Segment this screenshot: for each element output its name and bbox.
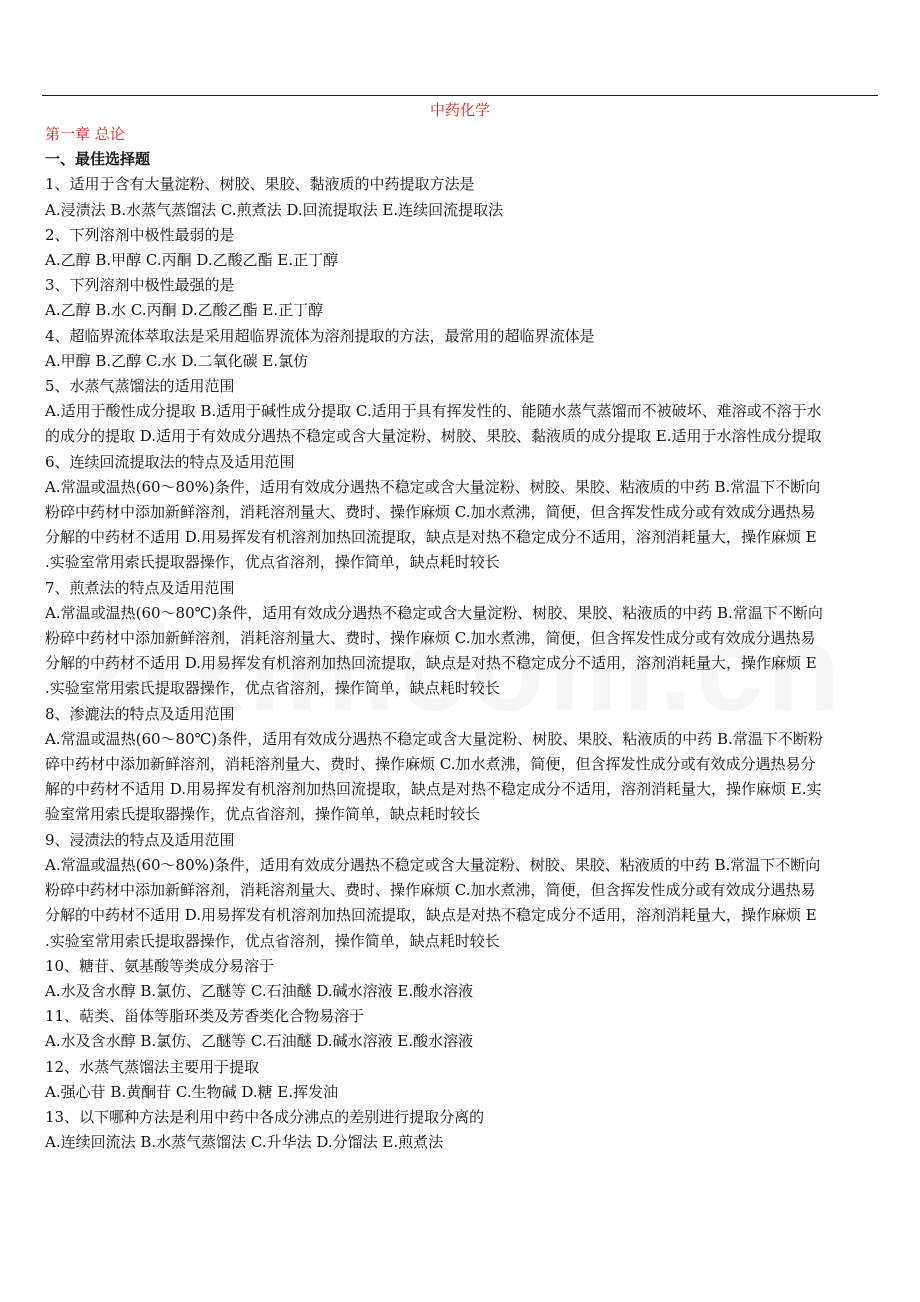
question-stem: 4、超临界流体萃取法是采用超临界流体为溶剂提取的方法，最常用的超临界流体是 <box>45 326 595 345</box>
answer-text: 粉碎中药材中添加新鲜溶剂，消耗溶剂量大、费时、操作麻烦 C.加水煮沸，简便，但含挥发性成分或有效成分遇热易 <box>45 629 816 648</box>
question-stem: 6、连续回流提取法的特点及适用范围 <box>45 452 295 471</box>
section-heading: 一、最佳选择题 <box>45 150 151 169</box>
question-stem: 11、萜类、甾体等脂环类及芳香类化合物易溶于 <box>45 1007 365 1026</box>
answer-text: A.乙醇 B.甲醇 C.丙酮 D.乙酸乙酯 E.正丁醇 <box>45 251 339 270</box>
answer-text: A.水及含水醇 B.氯仿、乙醚等 C.石油醚 D.碱水溶液 E.酸水溶液 <box>45 981 474 1000</box>
answer-text: A.常温或温热(60～80℃)条件，适用有效成分遇热不稳定或含大量淀粉、树胶、果胶、粘液质的中药 B.常温下不断粉 <box>45 729 823 748</box>
answer-text: A.常温或温热(60～80%)条件，适用有效成分遇热不稳定或含大量淀粉、树胶、果胶、粘液质的中药 B.常温下不断向 <box>45 855 821 874</box>
question-stem: 12、水蒸气蒸馏法主要用于提取 <box>45 1057 260 1076</box>
answer-text: A.乙醇 B.水 C.丙酮 D.乙酸乙酯 E.正丁醇 <box>45 301 324 320</box>
answer-text: 分解的中药材不适用 D.用易挥发有机溶剂加热回流提取，缺点是对热不稳定成分不适用，溶剂消耗量大，操作麻烦 E <box>45 528 817 547</box>
answer-text: A.连续回流法 B.水蒸气蒸馏法 C.升华法 D.分馏法 E.煎煮法 <box>45 1133 444 1152</box>
question-stem: 9、浸渍法的特点及适用范围 <box>45 830 235 849</box>
question-list <box>45 172 879 1155</box>
answer-text: A.甲醇 B.乙醇 C.水 D.二氧化碳 E.氯仿 <box>45 351 309 370</box>
question-stem: 13、以下哪种方法是利用中药中各成分沸点的差别进行提取分离的 <box>45 1107 485 1126</box>
question-stem: 1、适用于含有大量淀粉、树胶、果胶、黏液质的中药提取方法是 <box>45 175 475 194</box>
question-stem: 2、下列溶剂中极性最弱的是 <box>45 225 235 244</box>
chapter-heading: 第一章 总论 <box>45 125 125 143</box>
answer-text: 分解的中药材不适用 D.用易挥发有机溶剂加热回流提取，缺点是对热不稳定成分不适用，溶剂消耗量大，操作麻烦 E <box>45 906 817 925</box>
answer-text: .实验室常用索氏提取器操作，优点省溶剂，操作简单，缺点耗时较长 <box>45 553 500 572</box>
answer-text: .实验室常用索氏提取器操作，优点省溶剂，操作简单，缺点耗时较长 <box>45 679 500 698</box>
answer-text: 的成分的提取 D.适用于有效成分遇热不稳定或含大量淀粉、树胶、果胶、黏液质的成分提取 E.适用于水溶性成分提取 <box>45 427 822 446</box>
answer-text: A.适用于酸性成分提取 B.适用于碱性成分提取 C.适用于具有挥发性的、能随水蒸气蒸馏而不被破坏、难溶或不溶于水 <box>45 402 822 421</box>
question-stem: 10、糖苷、氨基酸等类成分易溶于 <box>45 956 275 975</box>
document-body <box>45 122 879 1155</box>
answer-text: 粉碎中药材中添加新鲜溶剂，消耗溶剂量大、费时、操作麻烦 C.加水煮沸，简便，但含挥发性成分或有效成分遇热易 <box>45 881 816 900</box>
document-title: 中药化学 <box>429 101 490 119</box>
question-stem: 7、煎煮法的特点及适用范围 <box>45 578 235 597</box>
question-stem: 5、水蒸气蒸馏法的适用范围 <box>45 377 235 396</box>
answer-text: .实验室常用索氏提取器操作，优点省溶剂，操作简单，缺点耗时较长 <box>45 931 500 950</box>
answer-text: 解的中药材不适用 D.用易挥发有机溶剂加热回流提取，缺点是对热不稳定成分不适用，溶剂消耗量大，操作麻烦 E.实 <box>45 780 822 799</box>
answer-text: A.水及含水醇 B.氯仿、乙醚等 C.石油醚 D.碱水溶液 E.酸水溶液 <box>45 1032 474 1051</box>
answer-text: 验室常用索氏提取器操作，优点省溶剂，操作简单，缺点耗时较长 <box>45 805 481 824</box>
answer-text: 粉碎中药材中添加新鲜溶剂，消耗溶剂量大、费时、操作麻烦 C.加水煮沸，简便，但含挥发性成分或有效成分遇热易 <box>45 503 816 522</box>
answer-text: 碎中药材中添加新鲜溶剂，消耗溶剂量大、费时、操作麻烦 C.加水煮沸，简便，但含挥发性成分或有效成分遇热易分 <box>45 755 816 774</box>
answer-text: A.浸渍法 B.水蒸气蒸馏法 C.煎煮法 D.回流提取法 E.连续回流提取法 <box>45 200 504 219</box>
header-rule <box>42 95 878 96</box>
answer-text: A.强心苷 B.黄酮苷 C.生物碱 D.糖 E.挥发油 <box>45 1082 339 1101</box>
question-stem: 3、下列溶剂中极性最强的是 <box>45 276 235 295</box>
question-stem: 8、渗漉法的特点及适用范围 <box>45 704 235 723</box>
answer-text: A.常温或温热(60～80℃)条件，适用有效成分遇热不稳定或含大量淀粉、树胶、果胶、粘液质的中药 B.常温下不断向 <box>45 603 823 622</box>
answer-text: 分解的中药材不适用 D.用易挥发有机溶剂加热回流提取，缺点是对热不稳定成分不适用，溶剂消耗量大，操作麻烦 E <box>45 654 817 673</box>
answer-text: A.常温或温热(60～80%)条件，适用有效成分遇热不稳定或含大量淀粉、树胶、果胶、粘液质的中药 B.常温下不断向 <box>45 477 821 496</box>
